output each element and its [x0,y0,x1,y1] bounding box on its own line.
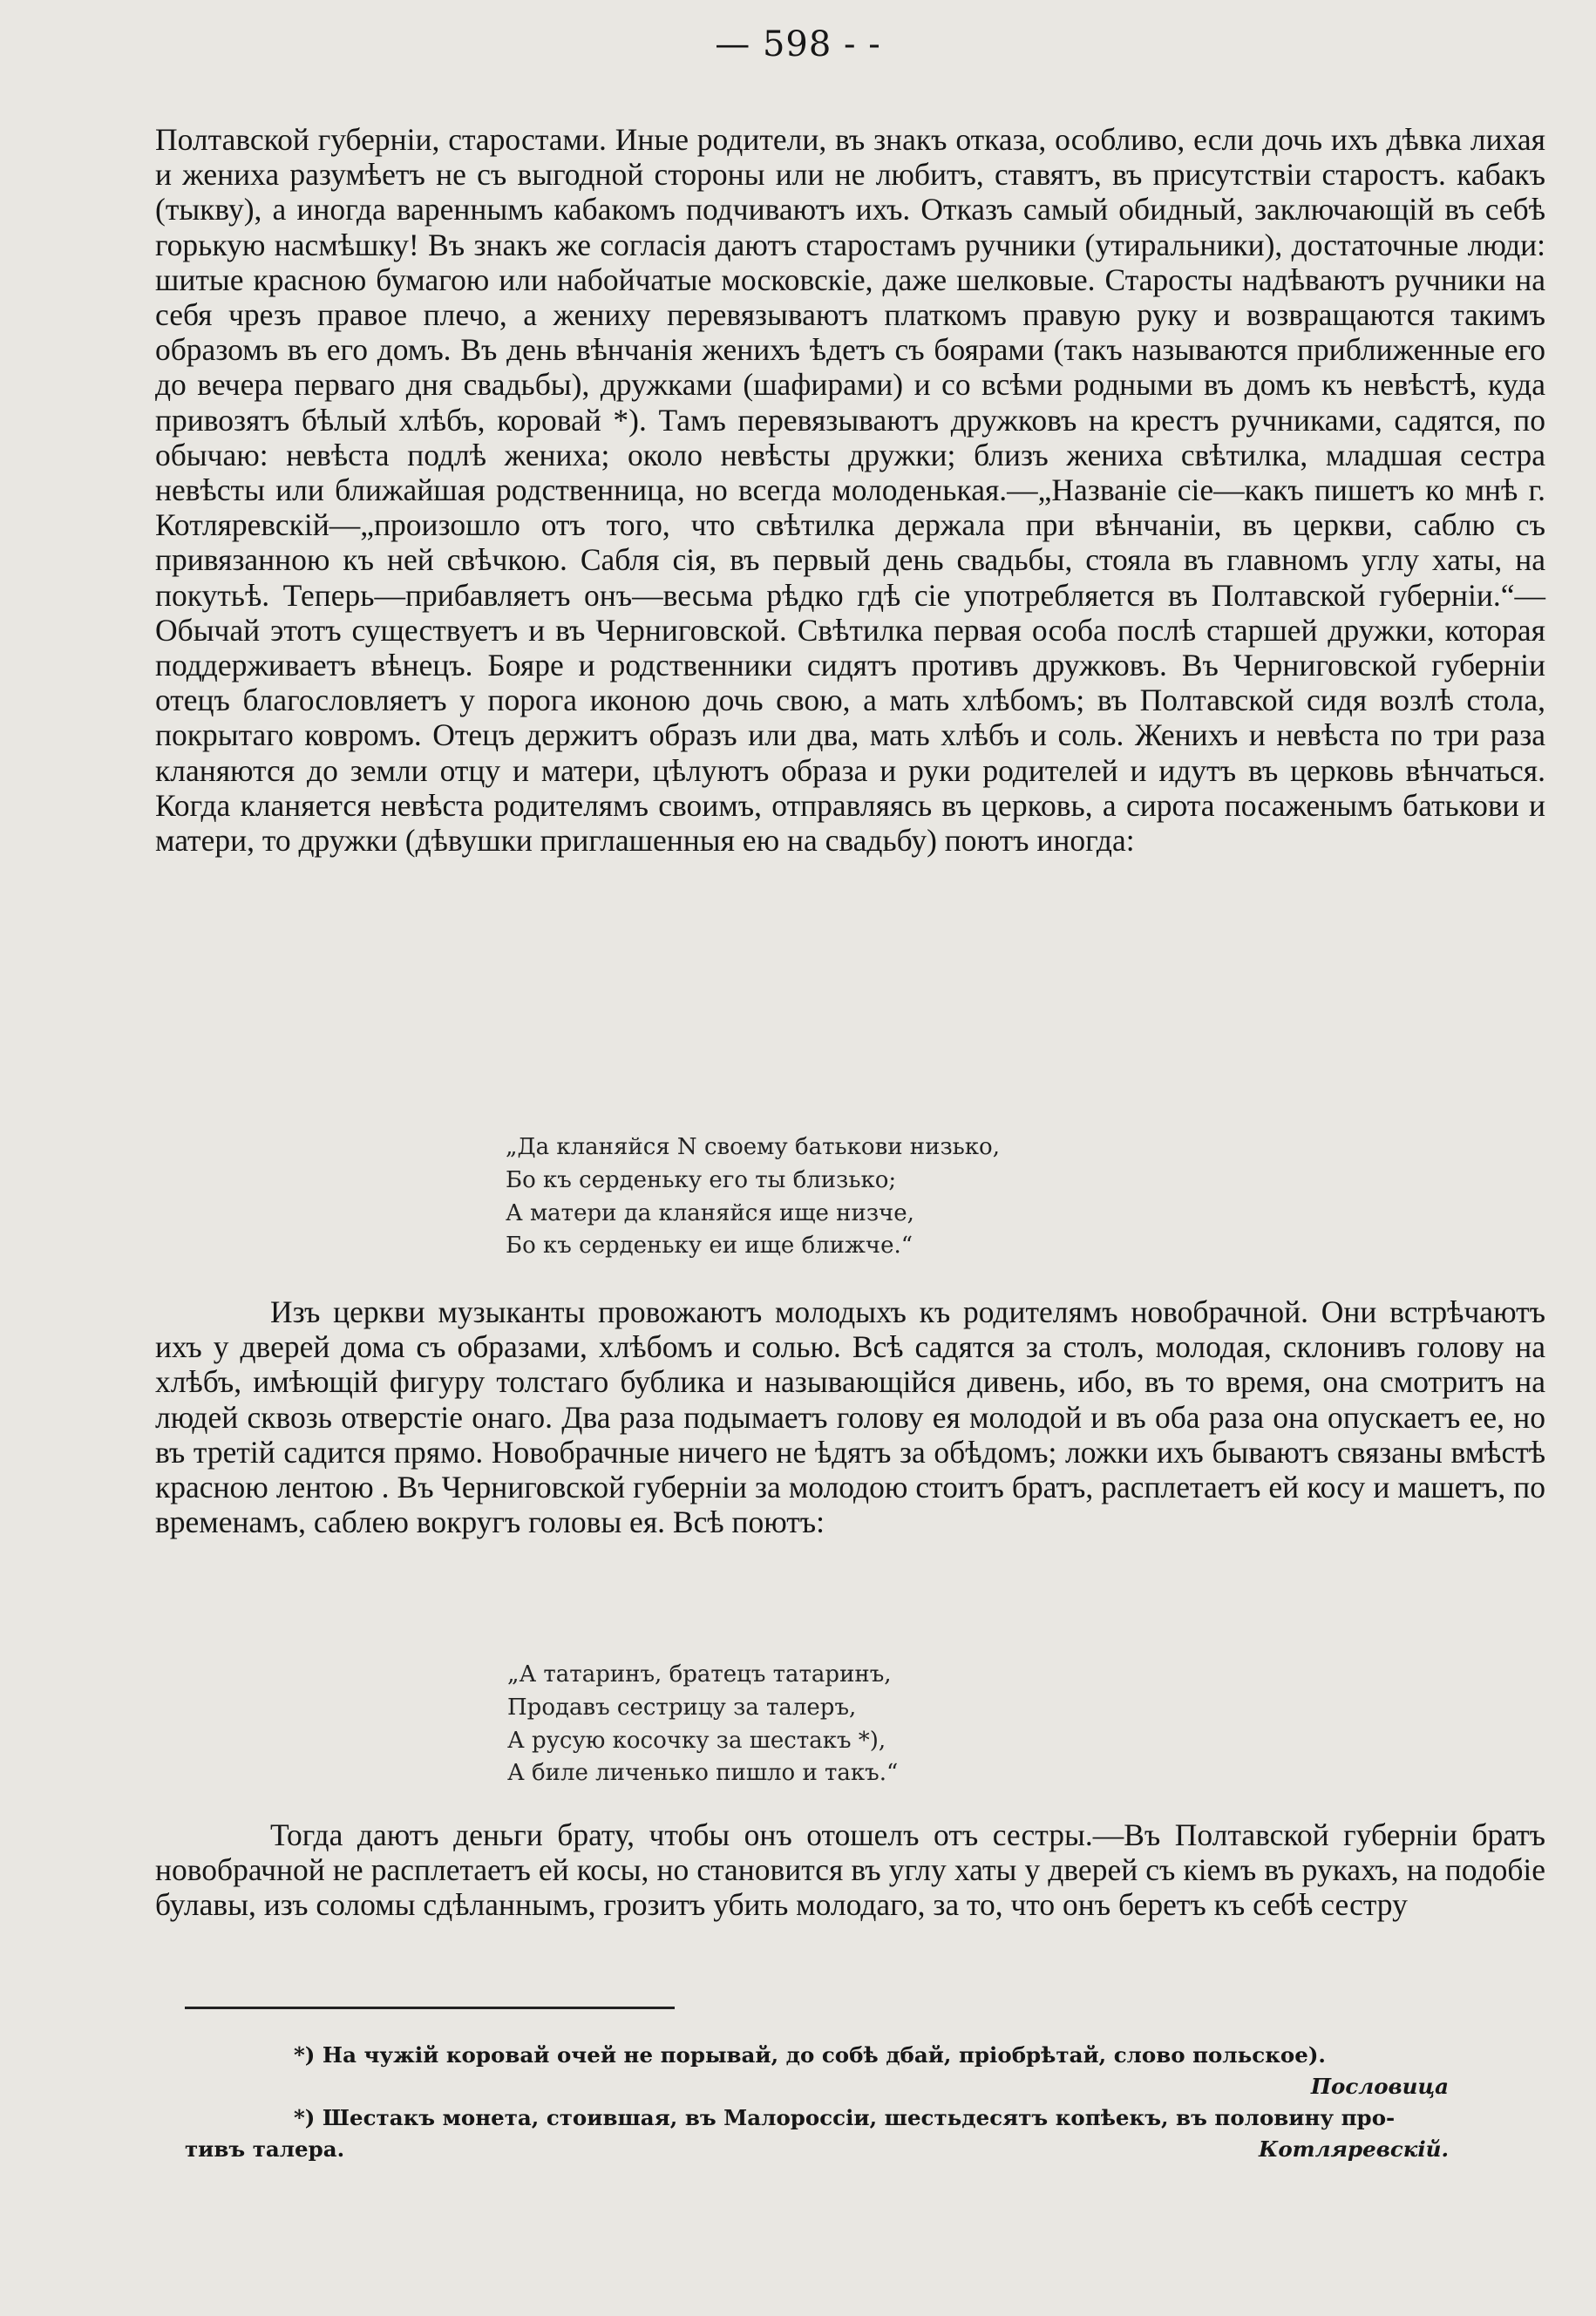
footnote-text: *) Шестакъ монета, стоившая, въ Малороссіи, шестьдесятъ копѣекъ, въ половину про- [294,2105,1396,2130]
verse-line: Продавъ сестрицу за талеръ, [507,1694,857,1721]
footnote-1 [185,2040,1545,2102]
footnote-text-end: тивъ талера. [185,2136,345,2162]
footnote-text-continued [185,2134,1545,2165]
footnote-signature: Котляревскій. [1259,2136,1449,2162]
verse-line: „А татаринъ, братецъ татаринъ, [507,1661,892,1688]
verse-line: А русую косочку за шестакъ *), [507,1727,886,1754]
paragraph-2 [155,1294,1545,1539]
paragraph-text: Тогда даютъ деньги брату, чтобы онъ отошелъ отъ сестры.—Въ Полтавской губерніи братъ новобрачной не расплетаетъ ей косы, но становится въ углу хаты у дверей съ кіемъ въ рукахъ, на подобіе булавы, изъ соломы сдѣланнымъ, грозитъ убить молодаго, за то, что онъ беретъ къ себѣ сестру [155,1817,1545,1923]
verse-line: Бо къ серденьку еи ище ближче.“ [506,1233,913,1260]
paragraph-text: Полтавской губерніи, старостами. Иные родители, въ знакъ отказа, особливо, если дочь ихъ дѣвка лихая и жениха разумѣетъ не съ выгодной стороны или не любитъ, ставятъ, въ присутствіи старостъ. кабакъ (тыкву), а иногда вареннымъ кабакомъ подчиваютъ ихъ. Отказъ самый обидный, заключающій въ себѣ горькую насмѣшку! Въ знакъ же согласія даютъ старостамъ ручники (утиральники), достаточные люди: шитые красною бумагою или набойчатые московскіе, даже шелковые. Старосты надѣваютъ ручники на себя чрезъ правое плечо, а жениху перевязываютъ платкомъ правую руку и возвращаются такимъ образомъ въ его домъ. Въ день вѣнчанія женихъ ѣдетъ съ боярами (такъ называются приближенные его до вечера перваго дня свадьбы), дружками (шафирами) и со всѣми родными въ домъ къ невѣстѣ, куда привозятъ бѣлый хлѣбъ, коровай *). Тамъ перевязываютъ дружковъ на крестъ ручниками, садятся, по обычаю: невѣста подлѣ жениха; около невѣсты дружки; близъ жениха свѣтилка, младшая сестра невѣсты или ближайшая родственница, но всегда молоденькая.—„Названіе сіе—какъ пишетъ ко мнѣ г. Котляревскій—„произошло отъ того, что свѣтилка держала при вѣнчаніи, въ церкви, саблю съ привязанною къ ней свѣчкою. Сабля сія, въ первый день свадьбы, стояла въ главномъ углу хаты, на покутьѣ. Теперь—прибавляетъ онъ—весьма рѣдко гдѣ сіе употребляется въ Полтавской губерніи.“—Обычай этотъ существуетъ и въ Черниговской. Свѣтилка первая особа послѣ старшей дружки, которая поддерживаетъ вѣнецъ. Бояре и родственники сидятъ противъ дружковъ. Въ Черниговской губерніи отецъ благословляетъ у порога иконою дочь свою, а мать хлѣбомъ; въ Полтавской сидя возлѣ стола, покрытаго ковромъ. Отецъ держитъ образъ или два, мать хлѣбъ и соль. Женихъ и невѣста по три раза кланяются до земли отцу и матери, цѣлуютъ образа и руки родителей и идутъ въ церковь вѣнчаться. Когда кланяется невѣста родителямъ своимъ, отправляясь въ церковь, а сирота посаженымъ батькови и матери, то дружки (дѣвушки приглашенныя ею на свадьбу) поютъ иногда: [155,122,1545,859]
footnote-2 [185,2102,1545,2165]
paragraph-text: Изъ церкви музыканты провожаютъ молодыхъ къ родителямъ новобрачной. Они встрѣчаютъ ихъ у дверей дома съ образами, хлѣбомъ и солью. Всѣ садятся за столъ, молодая, склонивъ голову на хлѣбъ, имѣющій фигуру толстаго бублика и называющійся дивень, ибо, въ то время, она смотритъ на людей сквозь отверстіе онаго. Два раза подымаетъ голову ея молодой и въ оба раза она опускаетъ ее, но въ третій садится прямо. Новобрачные ничего не ѣдятъ за обѣдомъ; ложки ихъ бываютъ связаны вмѣстѣ красною лентою . Въ Черниговской губерніи за молодою стоитъ братъ, расплетаетъ ей косу и машетъ, по временамъ, саблею вокругъ головы ея. Всѣ поютъ: [155,1294,1545,1540]
verse-line: А биле личенько пишло и такъ.“ [507,1760,899,1787]
footnote-signature: Пословица [1310,2074,1449,2099]
footnote-text: *) На чужій коровай очей не порывай, до собѣ дбай, пріобрѣтай, слово польское). [294,2042,1326,2068]
verse-2 [507,1659,898,1790]
footnote-divider [185,2007,675,2009]
verse-line: А матери да кланяйся ище низче, [506,1199,914,1226]
paragraph-1 [155,122,1545,858]
verse-1 [506,1131,1000,1263]
paragraph-3 [155,1817,1545,1923]
verse-line: Бо къ серденьку его ты близько; [506,1166,897,1193]
verse-line: „Да кланяйся N своему батькови низько, [506,1134,1000,1160]
page-number: — 598 - - [715,24,881,65]
